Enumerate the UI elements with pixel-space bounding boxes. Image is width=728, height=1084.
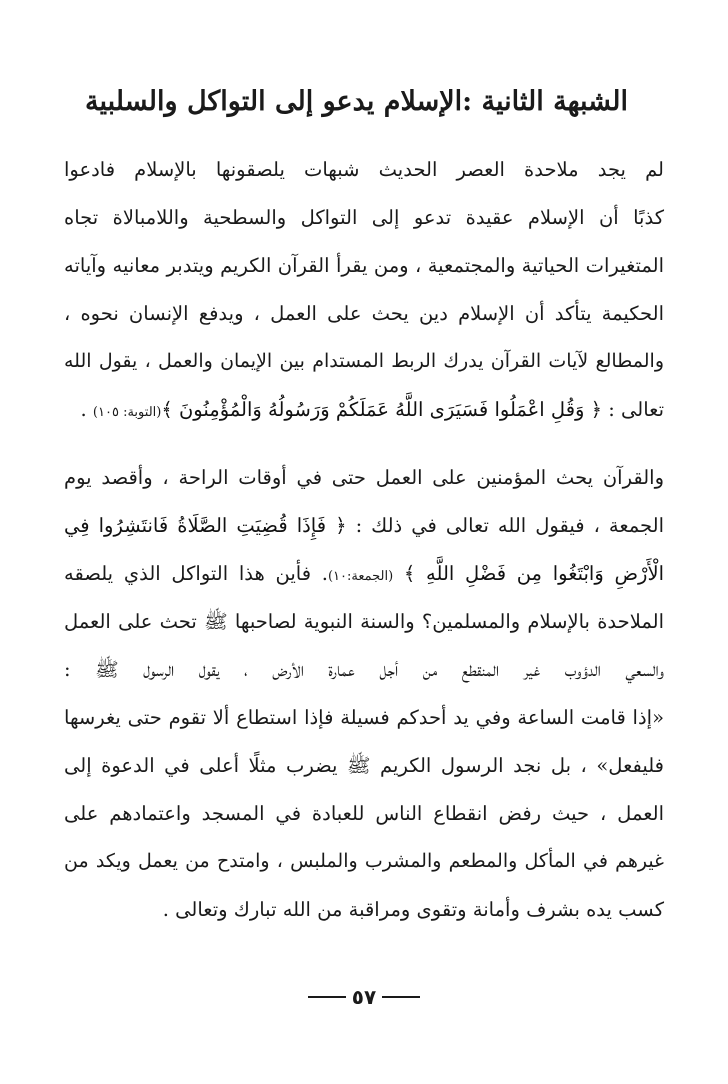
hadith-line: «إذا قامت الساعة وفي يد أحدكم فسيلة فإذا استطاع ألا تقوم حتى يغرسها	[64, 706, 664, 729]
text-line: والمطالع لآيات القرآن يدرك الربط المستدام بين الإيمان والعمل ، يقول الله	[64, 350, 664, 372]
text-span: .	[80, 398, 93, 421]
section-heading: الشبهة الثانية :الإسلام يدعو إلى التواكل والسلبية	[84, 86, 628, 117]
text-line-with-verse	[64, 562, 664, 610]
text-line: والسعي الدؤوب غير المنقطع من أجل عمارة الأرض ، يقول الرسول ﷺ :	[64, 658, 664, 681]
text-line: العمل ، حيث رفض انقطاع الناس للعبادة في المسجد واعتمادهم على	[64, 802, 664, 825]
quran-verse: الْأَرْضِ وَابْتَغُوا مِن فَضْلِ اللَّهِ ﴾	[403, 562, 664, 585]
page-number: ٥٧	[351, 985, 377, 1009]
text-line: فليفعل» ، بل نجد الرسول الكريم ﷺ يضرب مثلًا أعلى في الدعوة إلى	[64, 754, 664, 777]
page-footer	[0, 983, 728, 1009]
verse-reference: (الجمعة:١٠)	[327, 569, 394, 584]
text-line: كسب يده بشرف وأمانة وتقوى ومراقبة من الله تبارك وتعالى .	[162, 898, 664, 921]
text-line-with-verse	[64, 514, 664, 562]
text-span: . فأين هذا التواكل الذي يلصقه	[64, 562, 328, 585]
quran-verse: ﴿ وَقُلِ اعْمَلُوا فَسَيَرَى اللَّهُ عَمَلَكُمْ وَرَسُولُهُ وَالْمُؤْمِنُونَ ﴾	[161, 398, 603, 421]
text-line: غيرهم في المأكل والمطعم والمشرب والملبس ، وامتدح من يعمل ويكد من	[64, 850, 664, 872]
quran-verse: ﴿ فَإِذَا قُضِيَتِ الصَّلَاةُ فَانتَشِرُوا فِي	[64, 514, 347, 537]
text-line: لم يجد ملاحدة العصر الحديث شبهات يلصقونها بالإسلام فادعوا	[64, 158, 664, 181]
text-line: المتغيرات الحياتية والمجتمعية ، ومن يقرأ القرآن الكريم ويتدبر معانيه وآياته	[64, 254, 664, 277]
text-span: تعالى :	[602, 398, 664, 421]
text-line: والقرآن يحث المؤمنين على العمل حتى في أوقات الراحة ، وأقصد يوم	[64, 466, 664, 489]
text-line: الملاحدة بالإسلام والمسلمين؟ والسنة النبوية لصاحبها ﷺ تحث على العمل	[64, 610, 664, 633]
footer-rule-left	[308, 996, 346, 998]
verse-reference: (التوبة: ١٠٥)	[92, 405, 162, 420]
text-line: كذبًا أن الإسلام عقيدة تدعو إلى التواكل والسطحية واللامبالاة تجاه	[64, 206, 664, 229]
text-line-with-verse	[64, 398, 664, 446]
text-line: الحكيمة يتأكد أن الإسلام دين يحث على العمل ، ويدفع الإنسان نحوه ،	[64, 302, 664, 325]
text-span: الجمعة ، فيقول الله تعالى في ذلك :	[346, 514, 664, 537]
footer-rule-right	[382, 996, 420, 998]
